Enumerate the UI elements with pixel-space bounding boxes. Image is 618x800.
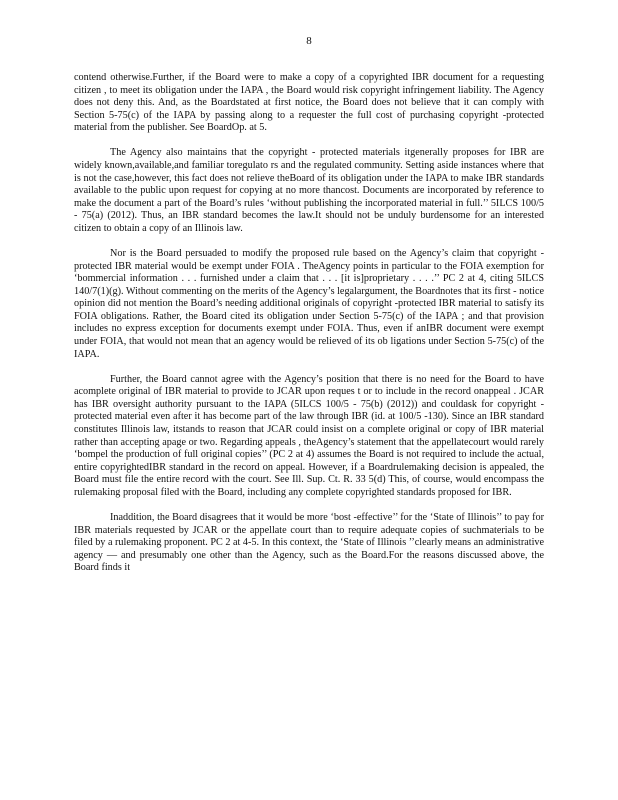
paragraph-4: Further, the Board cannot agree with the Agency’s position that there is no need for the Board to have acomplete original of IBR material to provide to JCAR upon reques t or to include in the record onappeal . JCAR has IBR oversight authority pursuant to the IAPA (5ILCS 100/5 - 75(b) (2012)) and couldask for copyright - protected material even after it has become part of the law through IBR (id. at 100/5 -130). Since an IBR standard constitutes Illinois law, itstands to reason that JCAR could insist on a complete original or copy of IBR material rather than accepting apage or two. Regarding appeals , theAgency’s statement that the appellatecourt would rarely ‘bompel the production of full original copies’’ (PC 2 at 4) assumes the Board is not required to include the actual, entire copyrightedIBR standard in the record on appeal. However, if a Boardrulemaking decision is appealed, the Board must file the entire record with the court. See Ill. Sup. Ct. R. 33 5(d) This, of course, would encompass the rulemaking proposal filed with the Board, including any complete copyrighted standards proposed for IBR.: [74, 373, 544, 498]
paragraph-1: contend otherwise.Further, if the Board were to make a copy of a copyrighted IBR document for a requesting citizen , to meet its obligation under the IAPA , the Board would risk copyright infringement liability. The Agency does not deny this. And, as the Boardstated at first notice, the Board does not believe that it can comply with Section 5-75(c) of the IAPA by passing along to a requester the full cost of purchasing copyright -protected material from the publisher. See BoardOp. at 5.: [74, 72, 544, 134]
paragraph-3: Nor is the Board persuaded to modify the proposed rule based on the Agency’s claim that copyright -protected IBR material would be exempt under FOIA . TheAgency points in particular to the FOIA exemption for ‘bommercial information . . . furnished under a claim that . . . [it is]proprietary . . . .’’ PC 2 at 4, citing 5ILCS 140/7(1)(g). Without commenting on the merits of the Agency’s legalargument, the Boardnotes that its first - notice opinion did not mention the Board’s needing additional originals of copyright -protected IBR material to satisfy its FOIA obligations. Rather, the Board cited its obligation under Section 5-75(c) of the IAPA ; and that provision includes no express exception for documents exempt under FOIA. Thus, even if anIBR document were exempt under FOIA, that would not mean that an agency would be relieved of its ob ligations under Section 5-75(c) of the IAPA.: [74, 247, 545, 360]
document-body: [74, 72, 544, 587]
paragraph-5: Inaddition, the Board disagrees that it would be more ‘bost -effective’’ for the ‘State of Illinois’’ to pay for IBR materials requested by JCAR or the appellate court than to require adequate copies of suchmaterials to be filed by a rulemaking proponent. PC 2 at 4-5. In this context, the ‘State of Illinois ’’clearly means an administrative agency — and presumably one other than the Agency, such as the Board.For the reasons discussed above, the Board finds it: [74, 511, 545, 574]
paragraph-2: The Agency also maintains that the copyright - protected materials itgenerally proposes for IBR are widely known,available,and familiar toregulato rs and the regulated community. Setting aside instances where that is not the case,however, this fact does not relieve theBoard of its obligation under the IAPA to make IBR standards available to the public upon request for copying at no more thancost. Documents are incorporated by reference to make the document a part of the Board’s rules ‘without publishing the incorporated material in full.’’ 5ILCS 100/5 - 75(a) (2012). Thus, an IBR standard becomes the law.It should not be unduly burdensome for an interested citizen to obtain a copy of an Illinois law.: [74, 147, 544, 234]
page-number: 8: [306, 35, 312, 47]
